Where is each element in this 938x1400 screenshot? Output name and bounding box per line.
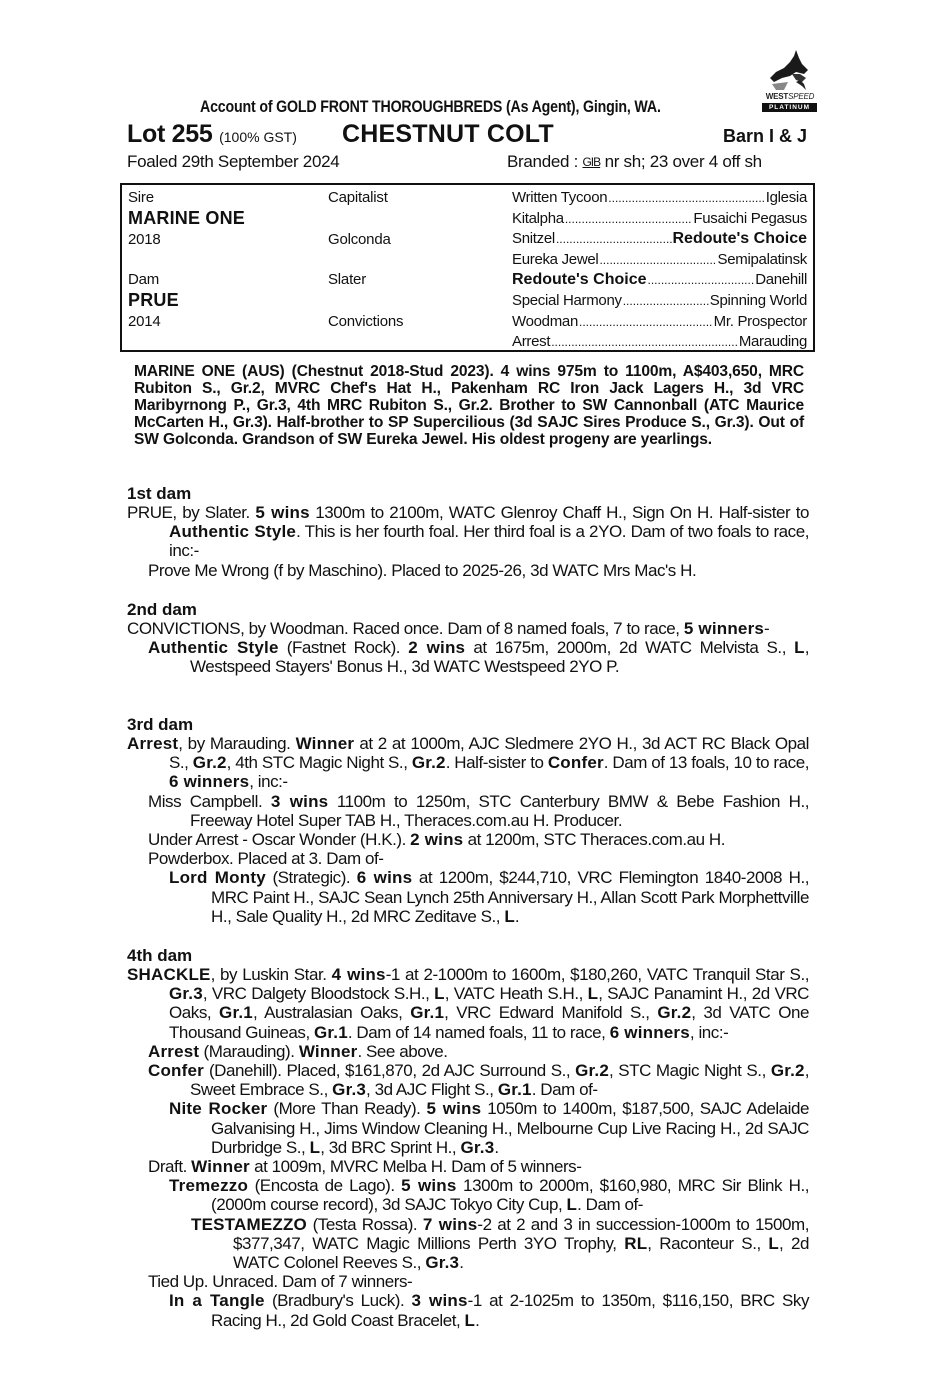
family-entry: Confer (Danehill). Placed, $161,870, 2d AJC Surround S., Gr.2, STC Magic Night S., Gr.2, Sweet Embrace S., Gr.3, 3d AJC Flight S., Gr.1. Dam of- [148, 1061, 809, 1100]
sire-sire: Capitalist [328, 189, 388, 206]
pedigree-gen3-row [512, 189, 807, 207]
dot-leader [565, 210, 693, 228]
gen3-sire: Iglesia [765, 189, 807, 206]
family-entry: Arrest, by Marauding. Winner at 2 at 1000m, AJC Sledmere 2YO H., 3d ACT RC Black Opal S., Gr.2, 4th STC Magic Night S., Gr.2. Half-sister to Confer. Dam of 13 foals, 10 to race, 6 winners, inc:- [127, 734, 810, 792]
family-entry: Tied Up. Unraced. Dam of 7 winners- [148, 1272, 413, 1292]
dam-section [127, 600, 809, 677]
family-entry: In a Tangle (Bradbury's Luck). 3 wins-1 at 2-1025m to 1350m, $116,150, BRC Sky Racing H., 2d Gold Coast Bracelet, L. [169, 1291, 810, 1330]
family-entry: Miss Campbell. 3 wins 1100m to 1250m, STC Canterbury BMW & Bebe Fashion H., Freeway Hotel Super TAB H., Theraces.com.au H. Producer. [148, 791, 809, 830]
gen3-horse: Written Tycoon [512, 189, 608, 206]
logo-tier-badge: PLATINUM [762, 103, 817, 112]
dam-section [127, 946, 809, 1330]
dam-section [127, 715, 809, 926]
sire-label: Sire [128, 189, 154, 206]
lot-number: Lot 255 (100% GST) [127, 120, 297, 148]
lot-line [127, 120, 809, 150]
gst-note: (100% GST) [219, 129, 297, 145]
pedigree-gen3-row [512, 271, 807, 289]
family-entry: Tremezzo (Encosta de Lago). 5 wins 1300m to 2000m, $160,980, MRC Sir Blink H., (2000m course record), 3d SAJC Tokyo City Cup, L. Dam of- [169, 1176, 809, 1215]
logo-brand-text: WESTSPEED [765, 92, 815, 101]
pedigree-gen3-row [512, 251, 807, 269]
westspeed-platinum-logo [760, 48, 818, 114]
dot-leader [623, 292, 709, 310]
gen3-horse: Special Harmony [512, 292, 622, 309]
gen3-sire: Danehill [755, 271, 807, 289]
family-entry: CONVICTIONS, by Woodman. Raced once. Dam of 8 named foals, 7 to race, 5 winners- [127, 619, 770, 638]
dot-leader [556, 230, 672, 248]
gen3-sire: Redoute's Choice [672, 230, 807, 248]
dam-label: Dam [128, 271, 160, 288]
sire-name: MARINE ONE [128, 208, 246, 228]
dam-section [127, 484, 809, 580]
family-entry: Draft. Winner at 1009m, MVRC Melba H. Dam of 5 winners- [148, 1157, 582, 1177]
sire-summary: MARINE ONE (AUS) (Chestnut 2018-Stud 2023). 4 wins 975m to 1100m, A$403,650, MRC Rubiton S., Gr.2, MVRC Chef's Hat H., Pakenham RC Iron Jack Lagers H., 3d VRC Maribyrnong P., Gr.3, 4th MRC Rubiton S., Gr.2. Brother to SW Cannonball (ATC Maurice McCarten H., Gr.3). Half-brother to SP Supercilious (3d SAJC Sires Produce S., Gr.3). Out of SW Golconda. Grandson of SW Eureka Jewel. His oldest progeny are yearlings. [134, 363, 804, 448]
dam-name: PRUE [128, 290, 179, 310]
family-entry: Nite Rocker (More Than Ready). 5 wins 1050m to 1400m, $187,500, SAJC Adelaide Galvanising H., Jims Window Cleaning H., Melbourne Cup Live Racing H., 2d SAJC Durbridge S., L, 3d BRC Sprint H., Gr.3. [169, 1099, 810, 1157]
dam-sire: Slater [328, 271, 366, 288]
brand-mark-icon: GIB [582, 155, 601, 169]
pedigree-gen3-row [512, 333, 807, 351]
family-entry: Arrest (Marauding). Winner. See above. [148, 1041, 448, 1061]
section-heading: 3rd dam [127, 715, 194, 734]
gen3-sire: Fusaichi Pegasus [693, 209, 807, 227]
family-entry: Powderbox. Placed at 3. Dam of- [148, 849, 384, 869]
section-heading: 2nd dam [127, 600, 197, 619]
section-heading: 1st dam [127, 484, 192, 503]
family-entry: Prove Me Wrong (f by Maschino). Placed to 2025-26, 3d WATC Mrs Mac's H. [148, 560, 697, 580]
foaled-date: Foaled 29th September 2024 [127, 152, 340, 171]
gen3-horse: Arrest [512, 333, 551, 351]
gen3-horse: Woodman [512, 312, 578, 330]
section-heading: 4th dam [127, 946, 193, 965]
dot-leader [608, 189, 764, 207]
family-entry: Under Arrest - Oscar Wonder (H.K.). 2 wins at 1200m, STC Theraces.com.au H. [148, 830, 726, 850]
dot-leader [648, 271, 755, 289]
dam-year: 2014 [128, 313, 161, 330]
gen3-horse: Redoute's Choice [512, 271, 647, 289]
gen3-horse: Kitalpha [512, 209, 564, 227]
dam-dam: Convictions [328, 313, 404, 330]
dot-leader [551, 333, 738, 351]
pedigree-gen3-row [512, 230, 807, 248]
family-entry: Authentic Style (Fastnet Rock). 2 wins at 1675m, 2000m, 2d WATC Melvista S., L, Westspeed Stayers' Bonus H., 3d WATC Westspeed 2YO P. [148, 638, 809, 677]
pedigree-gen3-row [512, 292, 807, 310]
pedigree-gen3-row [512, 210, 807, 228]
sire-dam: Golconda [328, 231, 391, 248]
sire-year: 2018 [128, 231, 161, 248]
family-entry: Lord Monty (Strategic). 6 wins at 1200m, $244,710, VRC Flemington 1840-2008 H., MRC Paint H., SAJC Sean Lynch 25th Anniversary H., Allan Scott Park Morphettville H., Sale Quality H., 2d MRC Zeditave S., L. [169, 868, 810, 926]
gen3-horse: Eureka Jewel [512, 250, 599, 268]
pedigree-table [120, 183, 815, 352]
family-entry: SHACKLE, by Luskin Star. 4 wins-1 at 2-1000m to 1600m, $180,260, VATC Tranquil Star S., Gr.3, VRC Dalgety Bloodstock S.H., L, VATC Heath S.H., L, SAJC Panamint H., 2d VRC Oaks, Gr.1, Australasian Oaks, Gr.1, VRC Edward Manifold S., Gr.2, 3d VATC One Thousand Guineas, Gr.1. Dam of 14 named foals, 11 to race, 6 winners, inc:- [127, 965, 810, 1042]
pedigree-gen3-row [512, 313, 807, 331]
gen3-sire: Mr. Prospector [713, 312, 807, 330]
gen3-sire: Semipalatinsk [717, 250, 807, 268]
gen3-sire: Spinning World [709, 292, 807, 309]
dot-leader [599, 251, 716, 269]
westspeed-horses-logo-icon [766, 48, 812, 92]
gen3-horse: Snitzel [512, 230, 555, 248]
vendor-line: Account of GOLD FRONT THOROUGHBREDS (As Agent), Gingin, WA. [200, 98, 661, 116]
barn-location: Barn I & J [722, 126, 807, 146]
dot-leader [579, 313, 713, 331]
family-entry: PRUE, by Slater. 5 wins 1300m to 2100m, WATC Glenroy Chaff H., Sign On H. Half-sister to Authentic Style. This is her fourth foal. Her third foal is a 2YO. Dam of two foals to race, inc:- [127, 503, 810, 561]
family-entry: TESTAMEZZO (Testa Rossa). 7 wins-2 at 2 and 3 in succession-1000m to 1500m, $377,347, WATC Magic Millions Perth 3YO Trophy, RL, Raconteur S., L, 2d WATC Colonel Reeves S., Gr.3. [191, 1214, 809, 1273]
gen3-sire: Marauding [738, 333, 807, 351]
brand-description: Branded : GIB nr sh; 23 over 4 off sh [507, 152, 762, 171]
lot-description: CHESTNUT COLT [342, 120, 554, 148]
